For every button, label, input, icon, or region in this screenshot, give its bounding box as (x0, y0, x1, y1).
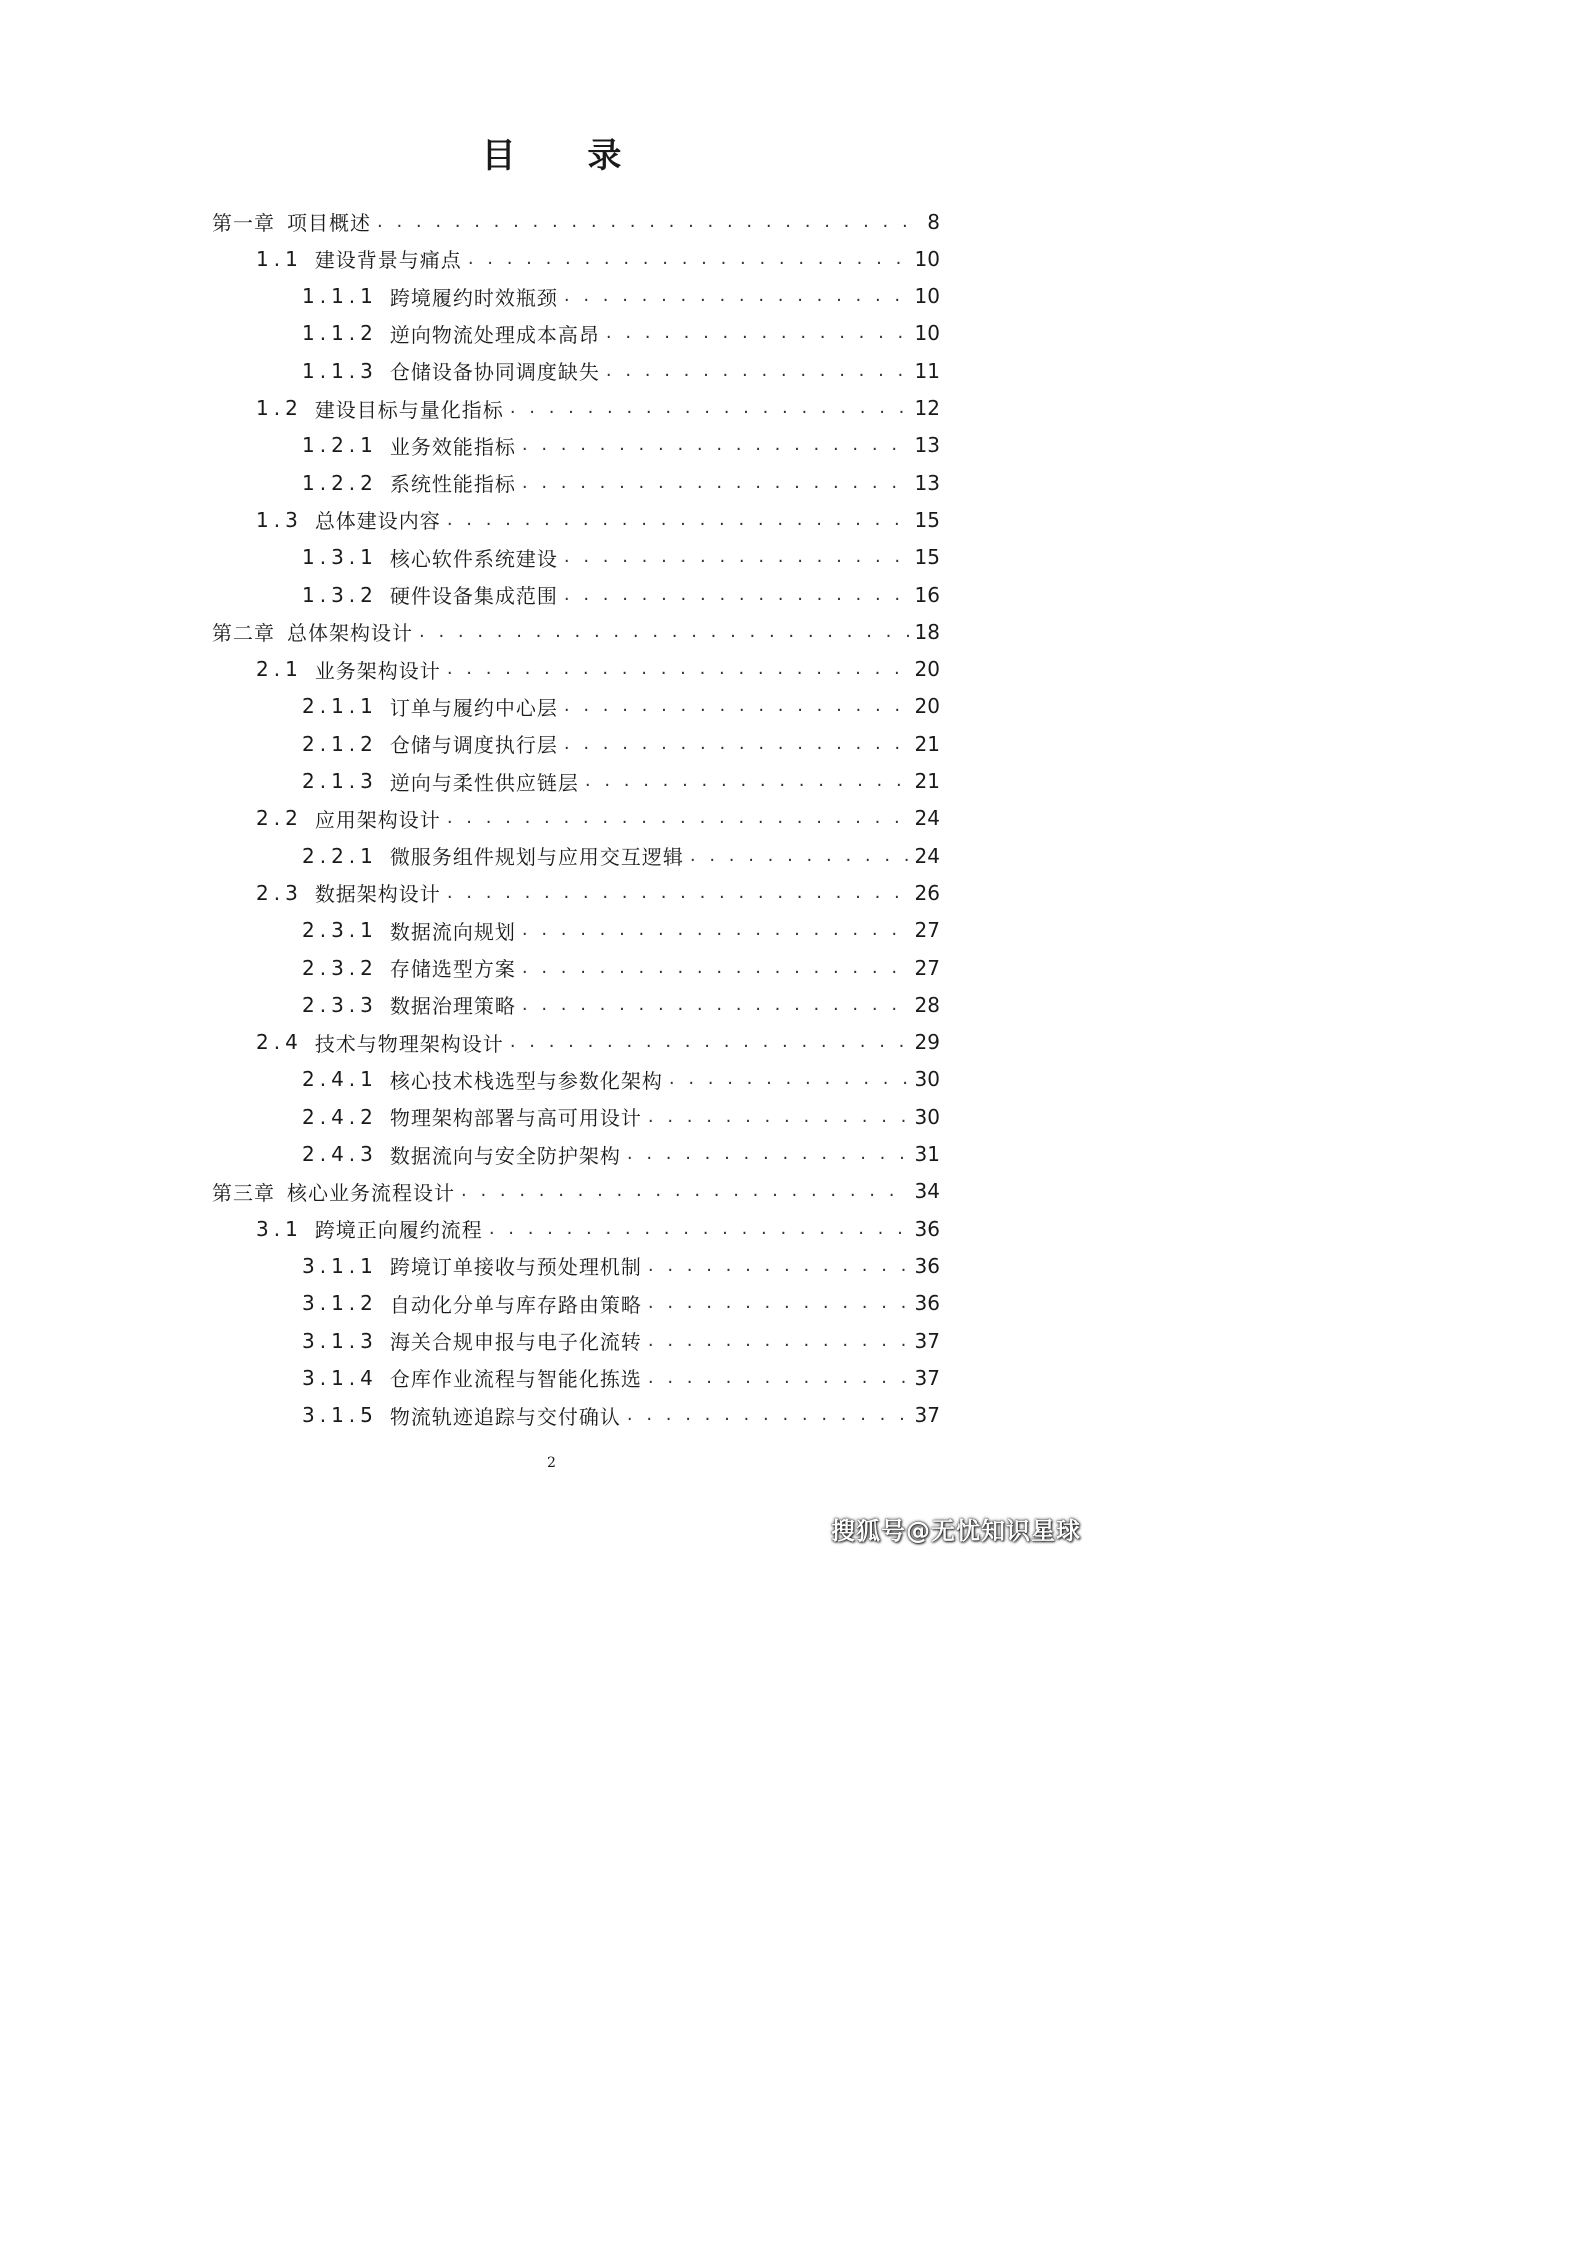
toc-entry-title: 数据流向规划 (389, 919, 516, 944)
toc-entry-title: 核心技术栈选型与参数化架构 (389, 1068, 663, 1093)
toc-dot-leader (648, 1106, 909, 1128)
toc-entry-title: 数据架构设计 (314, 882, 441, 907)
toc-entry-page: 10 (914, 246, 940, 271)
toc-entry-number: 第二章 (212, 621, 275, 646)
toc-dot-leader (510, 397, 909, 419)
toc-entry-title: 核心软件系统建设 (389, 546, 558, 571)
toc-entry-title: 订单与履约中心层 (389, 695, 558, 720)
toc-entry-title: 系统性能指标 (389, 472, 516, 497)
toc-entry-number: 1.1.3 (302, 358, 378, 383)
toc-dot-leader (522, 957, 909, 979)
toc-entry[interactable] (302, 352, 940, 389)
toc-entry-page: 24 (914, 806, 940, 831)
toc-entry-number: 3.1.1 (302, 1253, 378, 1278)
toc-entry-page: 10 (914, 284, 940, 309)
toc-entry-title: 建设目标与量化指标 (314, 397, 504, 422)
toc-entry-page: 13 (914, 433, 940, 458)
toc-entry-title: 存储选型方案 (389, 957, 516, 981)
toc-entry-title: 建设背景与痛点 (314, 248, 462, 273)
toc-entry[interactable] (256, 1024, 940, 1061)
toc-entry-number: 2.4.3 (302, 1142, 378, 1166)
toc-dot-leader (690, 845, 909, 867)
toc-dot-leader (606, 322, 909, 344)
toc-entry-number: 2.4 (256, 1030, 303, 1055)
toc-entry[interactable] (256, 390, 940, 427)
toc-dot-leader (522, 434, 909, 456)
toc-entry[interactable] (256, 501, 940, 538)
toc-entry-page: 36 (914, 1216, 940, 1241)
toc-entry-page: 11 (914, 358, 940, 383)
toc-entry[interactable] (302, 949, 940, 986)
toc-dot-leader (522, 994, 909, 1016)
toc-entry-title: 数据流向与安全防护架构 (389, 1143, 621, 1168)
toc-entry[interactable] (302, 539, 940, 576)
toc-entry-title: 海关合规申报与电子化流转 (389, 1330, 642, 1354)
toc-entry-page: 24 (914, 843, 940, 868)
toc-entry-title: 业务效能指标 (389, 434, 516, 459)
watermark: 搜狐号@无忧知识星球 (831, 1517, 1081, 1545)
toc-entry[interactable] (302, 1061, 940, 1098)
toc-dot-leader (606, 360, 909, 382)
toc-entry-number: 第一章 (212, 211, 275, 235)
toc-entry-number: 1.3 (256, 507, 303, 532)
toc-entry-number: 2.1 (256, 657, 303, 682)
toc-entry[interactable] (302, 986, 940, 1023)
toc-entry-title: 仓储设备协同调度缺失 (389, 360, 600, 385)
toc-entry-page: 30 (914, 1067, 940, 1092)
toc-entry[interactable] (256, 240, 940, 277)
toc-entry-number: 3.1.2 (302, 1291, 378, 1316)
toc-dot-leader (377, 211, 912, 233)
toc-dot-leader (447, 882, 909, 904)
toc-entry-page: 31 (914, 1142, 940, 1166)
toc-dot-leader (564, 733, 909, 755)
toc-entry[interactable] (302, 1098, 940, 1135)
toc-entry-title: 跨境订单接收与预处理机制 (389, 1255, 642, 1280)
toc-entry-number: 2.3.3 (302, 992, 378, 1017)
toc-dot-leader (447, 509, 909, 531)
toc-dot-leader (627, 1143, 909, 1165)
toc-entry-page: 16 (914, 582, 940, 607)
toc-entry-page: 21 (914, 769, 940, 793)
toc-entry-page: 37 (914, 1403, 940, 1428)
toc-entry-page: 15 (914, 507, 940, 532)
toc-entry-page: 29 (914, 1030, 940, 1055)
toc-entry-number: 1.2 (256, 396, 303, 420)
toc-entry-page: 37 (914, 1328, 940, 1353)
toc-entry[interactable] (302, 1285, 940, 1322)
toc-entry-title: 逆向与柔性供应链层 (389, 770, 579, 795)
toc-entry[interactable] (302, 912, 940, 949)
toc-entry[interactable] (302, 1136, 940, 1173)
toc-entry-number: 第三章 (212, 1180, 275, 1205)
toc-dot-leader (461, 1180, 909, 1202)
toc-entry-number: 2.2.1 (302, 843, 378, 868)
toc-entry-page: 27 (914, 918, 940, 943)
toc-entry-title: 物流轨迹追踪与交付确认 (389, 1404, 621, 1429)
toc-entry[interactable] (212, 613, 940, 650)
toc-entry-title: 核心业务流程设计 (287, 1180, 455, 1205)
toc-dot-leader (510, 1031, 909, 1053)
toc-dot-leader (419, 621, 909, 643)
toc-entry[interactable] (302, 427, 940, 464)
toc-entry-number: 2.1.2 (302, 731, 378, 756)
toc-entry[interactable] (256, 874, 940, 911)
toc-dot-leader (447, 658, 909, 680)
toc-entry-number: 3.1.4 (302, 1365, 378, 1390)
toc-entry-number: 3.1 (256, 1216, 303, 1241)
toc-dot-leader (522, 919, 909, 941)
toc-entry-title: 逆向物流处理成本高昂 (389, 322, 600, 347)
toc-entry[interactable] (212, 1173, 940, 1210)
toc-entry-page: 12 (914, 396, 940, 420)
toc-entry-number: 2.3.1 (302, 918, 378, 943)
toc-dot-leader (564, 695, 909, 717)
toc-entry-title: 数据治理策略 (389, 994, 516, 1019)
toc-dot-leader (648, 1367, 909, 1389)
toc-entry-title: 物理架构部署与高可用设计 (389, 1106, 642, 1131)
toc-entry[interactable] (302, 763, 940, 800)
toc-entry-title: 应用架构设计 (314, 807, 441, 832)
toc-entry-number: 1.2.2 (302, 470, 378, 495)
toc-entry-page: 8 (927, 209, 940, 234)
toc-entry-number: 1.1.2 (302, 321, 378, 346)
toc-dot-leader (669, 1068, 909, 1090)
toc-entry-title: 硬件设备集成范围 (389, 584, 558, 608)
toc-entry-page: 21 (914, 731, 940, 756)
toc-entry-title: 总体架构设计 (287, 621, 413, 646)
toc-entry-number: 1.2.1 (302, 433, 378, 458)
toc-entry-page: 27 (914, 955, 940, 980)
toc-entry[interactable] (302, 278, 940, 315)
toc-entry[interactable] (256, 800, 940, 837)
toc-entry[interactable] (302, 576, 940, 613)
toc-entry-page: 10 (914, 321, 940, 346)
toc-entry[interactable] (302, 725, 940, 762)
toc-entry-page: 28 (914, 992, 940, 1017)
toc-entry-page: 30 (914, 1104, 940, 1129)
toc-entry-title: 跨境正向履约流程 (314, 1218, 483, 1243)
toc-entry-number: 1.1.1 (302, 284, 378, 309)
toc-entry-number: 2.4.1 (302, 1067, 378, 1092)
toc-dot-leader (564, 546, 909, 568)
toc-entry-page: 20 (914, 657, 940, 682)
toc-entry-number: 1.3.1 (302, 545, 378, 570)
toc-entry[interactable] (302, 1397, 940, 1434)
toc-entry[interactable] (256, 1210, 940, 1247)
toc-entry-title: 跨境履约时效瓶颈 (389, 285, 558, 310)
toc-entry-number: 2.2 (256, 806, 303, 831)
toc-entry[interactable] (302, 1322, 940, 1359)
toc-entry-title: 项目概述 (287, 211, 371, 235)
toc-dot-leader (468, 248, 909, 270)
toc-entry-page: 20 (914, 694, 940, 719)
toc-entry-number: 3.1.3 (302, 1328, 378, 1353)
toc-entry-title: 技术与物理架构设计 (314, 1031, 504, 1056)
page-number: 2 (547, 1455, 556, 1471)
toc-entry[interactable] (302, 1247, 940, 1284)
toc-entry[interactable] (302, 315, 940, 352)
toc-dot-leader (585, 770, 909, 792)
toc-dot-leader (522, 472, 909, 494)
toc-dot-leader (627, 1404, 909, 1426)
toc-dot-leader (648, 1292, 909, 1314)
toc-dot-leader (447, 807, 909, 829)
toc-entry-title: 业务架构设计 (314, 658, 441, 683)
toc-entry-page: 37 (914, 1365, 940, 1390)
toc-dot-leader (648, 1255, 909, 1277)
toc-entry-page: 15 (914, 545, 940, 570)
toc-entry-page: 36 (914, 1253, 940, 1278)
toc-entry-page: 18 (914, 619, 940, 644)
toc-dot-leader (648, 1330, 909, 1352)
toc-entry-number: 2.3 (256, 880, 303, 905)
toc-entry-title: 仓库作业流程与智能化拣选 (389, 1367, 642, 1392)
toc-entry[interactable] (212, 203, 940, 240)
toc-entry-number: 1.3.2 (302, 582, 378, 607)
toc-entry[interactable] (256, 651, 940, 688)
toc-entry-number: 2.1.1 (302, 694, 378, 719)
toc-entry[interactable] (302, 688, 940, 725)
toc-entry[interactable] (302, 1359, 940, 1396)
toc-entry-number: 3.1.5 (302, 1403, 378, 1428)
toc-entry-number: 2.4.2 (302, 1104, 378, 1129)
toc-entry-title: 总体建设内容 (314, 509, 441, 534)
toc-dot-leader (489, 1218, 909, 1240)
toc-entry-number: 1.1 (256, 246, 303, 271)
toc-entry[interactable] (302, 837, 940, 874)
toc-entry-page: 36 (914, 1291, 940, 1316)
toc-entry-title: 仓储与调度执行层 (389, 733, 558, 758)
toc-entry[interactable] (302, 464, 940, 501)
toc-entry-title: 自动化分单与库存路由策略 (389, 1292, 642, 1317)
toc-entry-number: 2.1.3 (302, 769, 378, 793)
toc-dot-leader (564, 285, 909, 307)
toc-entry-page: 26 (914, 880, 940, 905)
toc-entry-page: 13 (914, 470, 940, 495)
toc-entry-number: 2.3.2 (302, 955, 378, 980)
toc-entry-page: 34 (914, 1179, 940, 1204)
toc-dot-leader (564, 584, 909, 606)
page-title: 目 录 (481, 136, 652, 176)
toc-entry-title: 微服务组件规划与应用交互逻辑 (389, 845, 684, 870)
